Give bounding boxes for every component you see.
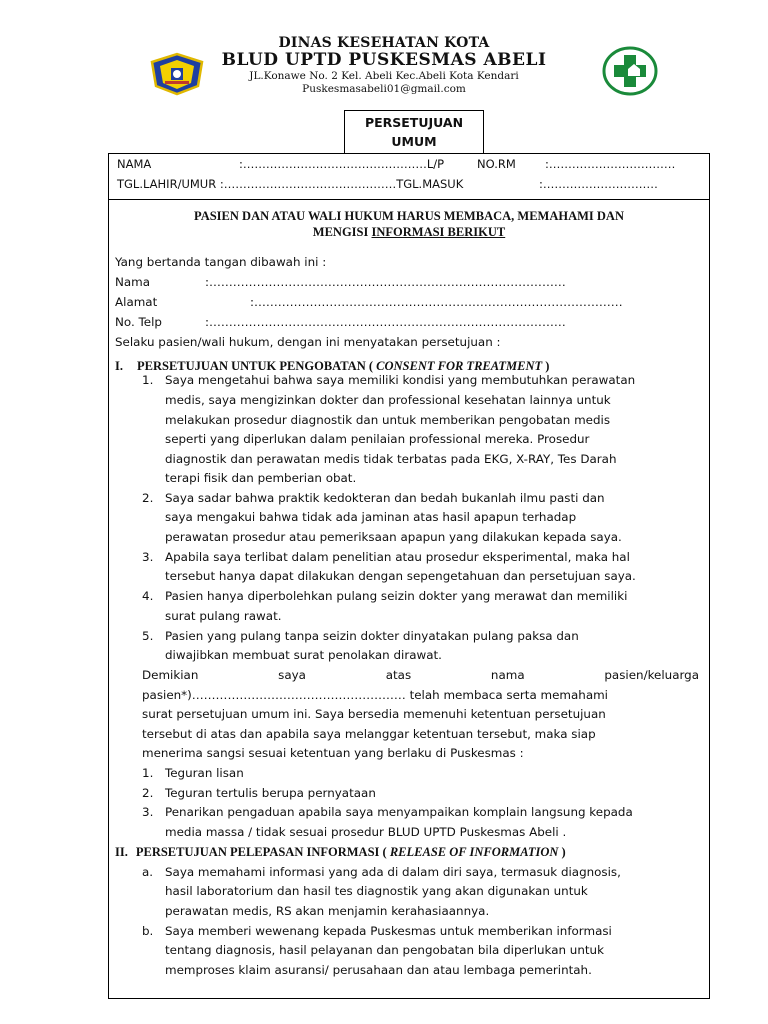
closing-line: tersebut di atas dan apabila saya melanggar ketentuan tersebut, maka siap — [142, 727, 596, 741]
section2-number: II. — [115, 845, 128, 859]
signer-alamat-label: Alamat — [115, 295, 158, 309]
consent-item-line: melakukan prosedur diagnostik dan untuk memberikan pengobatan medis — [165, 413, 611, 427]
agency-name: DINAS KESEHATAN KOTA — [278, 35, 490, 51]
release-item-line: Saya memahami informasi yang ada di dalam diri saya, termasuk diagnosis, — [165, 865, 621, 879]
notice-line2 — [108, 225, 710, 240]
closing-line: pasien*)……………………………………………… telah membaca serta memahami — [142, 688, 608, 702]
notice-line1: PASIEN DAN ATAU WALI HUKUM HARUS MEMBACA, MEMAHAMI DAN — [194, 209, 624, 223]
consent-item-line: Saya mengetahui bahwa saya memiliki kondisi yang membutuhkan perawatan — [165, 373, 636, 387]
consent-item-num: 3. — [142, 550, 154, 564]
consent-item-line: perawatan prosedur atau pemeriksaan apapun yang dilakukan kepada saya. — [165, 530, 622, 544]
section2-heading — [115, 845, 566, 860]
release-item-line: Saya memberi wewenang kepada Puskesmas untuk memberikan informasi — [165, 924, 612, 938]
form-title — [344, 110, 484, 154]
closing-line: Demikian saya atas nama pasien/keluarga — [142, 668, 699, 682]
consent-item-line: seperti yang diperlukan dalam penilaian professional mereka. Prosedur — [165, 432, 590, 446]
section1-title: PERSETUJUAN UNTUK PENGOBATAN ( — [137, 359, 377, 373]
sanction-line: Penarikan pengaduan apabila saya menyampaikan komplain langsung kepada — [165, 805, 633, 819]
consent-item-line: Pasien hanya diperbolehkan pulang seizin dokter yang merawat dan memiliki — [165, 589, 628, 603]
signer-telp-label: No. Telp — [115, 315, 162, 329]
patient-info-box — [108, 153, 710, 200]
release-item-line: memproses klaim asuransi/ perusahaan dan atau lembaga pemerintah. — [165, 963, 592, 977]
section2-title: PERSETUJUAN PELEPASAN INFORMASI ( — [135, 845, 390, 859]
tgl-lahir-label[interactable]: TGL.LAHIR/UMUR :………………………………………TGL.MASUK — [117, 177, 464, 191]
signer-alamat-field[interactable]: :………………………………………………………………………………… — [250, 295, 623, 309]
release-item-letter: a. — [142, 865, 154, 879]
institution-email: Puskesmasabeli01@gmail.com — [302, 83, 466, 95]
section1-title-italic: CONSENT FOR TREATMENT — [376, 359, 543, 373]
closing-line: menerima sangsi sesuai ketentuan yang berlaku di Puskesmas : — [142, 746, 524, 760]
sanction-num: 2. — [142, 786, 154, 800]
consent-item-line: diagnostik dan perawatan medis tidak terbatas pada EKG, X-RAY, Tes Darah — [165, 452, 617, 466]
nama-label: NAMA — [117, 157, 152, 171]
release-item-line: hasil laboratorium dan hasil tes diagnostik yang akan digunakan untuk — [165, 884, 588, 898]
section1-title-end: ) — [542, 359, 550, 373]
consent-item-num: 4. — [142, 589, 154, 603]
notice-line2-plain: MENGISI — [312, 225, 372, 239]
tgl-masuk-field[interactable]: :………………………… — [539, 177, 658, 191]
consent-item-line: saya mengakui bahwa tidak ada jaminan atas hasil apapun terhadap — [165, 510, 577, 524]
sanction-line: Teguran lisan — [165, 766, 244, 780]
signer-telp-field[interactable]: :……………………………………………………………………………… — [205, 315, 566, 329]
section1-number: I. — [115, 359, 123, 373]
closing-line: surat persetujuan umum ini. Saya bersedia memenuhi ketentuan persetujuan — [142, 707, 606, 721]
release-item-line: tentang diagnosis, hasil pelayanan dan pengobatan bila diperlukan untuk — [165, 943, 604, 957]
section1-heading — [115, 359, 549, 374]
norm-label: NO.RM — [477, 157, 516, 171]
consent-item-line: Saya sadar bahwa praktik kedokteran dan bedah bukanlah ilmu pasti dan — [165, 491, 605, 505]
signer-statement: Selaku pasien/wali hukum, dengan ini menyatakan persetujuan : — [115, 335, 501, 349]
notice-line2-underlined: INFORMASI BERIKUT — [371, 225, 506, 239]
consent-item-line: tersebut hanya dapat dilakukan dengan sepengetahuan dan persetujuan saya. — [165, 569, 636, 583]
norm-field[interactable]: :…………………………… — [545, 157, 676, 171]
consent-item-num: 5. — [142, 629, 154, 643]
signer-nama-field[interactable]: :……………………………………………………………………………… — [205, 275, 566, 289]
section2-title-italic: RELEASE OF INFORMATION — [389, 845, 559, 859]
sanction-num: 3. — [142, 805, 154, 819]
consent-item-line: terapi fisik dan pemberian obat. — [165, 471, 357, 485]
nama-field[interactable]: :…………………………………………L/P — [239, 157, 445, 171]
form-title-line1: PERSETUJUAN — [364, 115, 464, 130]
institution-name: BLUD UPTD PUSKESMAS ABELI — [221, 50, 547, 70]
consent-item-line: Apabila saya terlibat dalam penelitian atau prosedur eksperimental, maka hal — [165, 550, 630, 564]
consent-item-line: diwajibkan membuat surat penolakan dirawat. — [165, 648, 442, 662]
section2-title-end: ) — [558, 845, 566, 859]
institution-address: JL.Konawe No. 2 Kel. Abeli Kec.Abeli Kota Kendari — [249, 70, 519, 82]
release-item-letter: b. — [142, 924, 154, 938]
consent-item-num: 2. — [142, 491, 154, 505]
sanction-num: 1. — [142, 766, 154, 780]
release-item-line: perawatan medis, RS akan menjamin kerahasiaannya. — [165, 904, 490, 918]
consent-item-line: Pasien yang pulang tanpa seizin dokter dinyatakan pulang paksa dan — [165, 629, 579, 643]
consent-item-line: medis, saya mengizinkan dokter dan professional kesehatan lainnya untuk — [165, 393, 611, 407]
form-title-line2: UMUM — [391, 134, 437, 149]
consent-item-num: 1. — [142, 373, 154, 387]
consent-item-line: surat pulang rawat. — [165, 609, 282, 623]
sanction-line: media massa / tidak sesuai prosedur BLUD UPTD Puskesmas Abeli . — [165, 825, 567, 839]
signer-nama-label: Nama — [115, 275, 151, 289]
sanction-line: Teguran tertulis berupa pernyataan — [165, 786, 376, 800]
signer-intro: Yang bertanda tangan dibawah ini : — [115, 255, 327, 269]
